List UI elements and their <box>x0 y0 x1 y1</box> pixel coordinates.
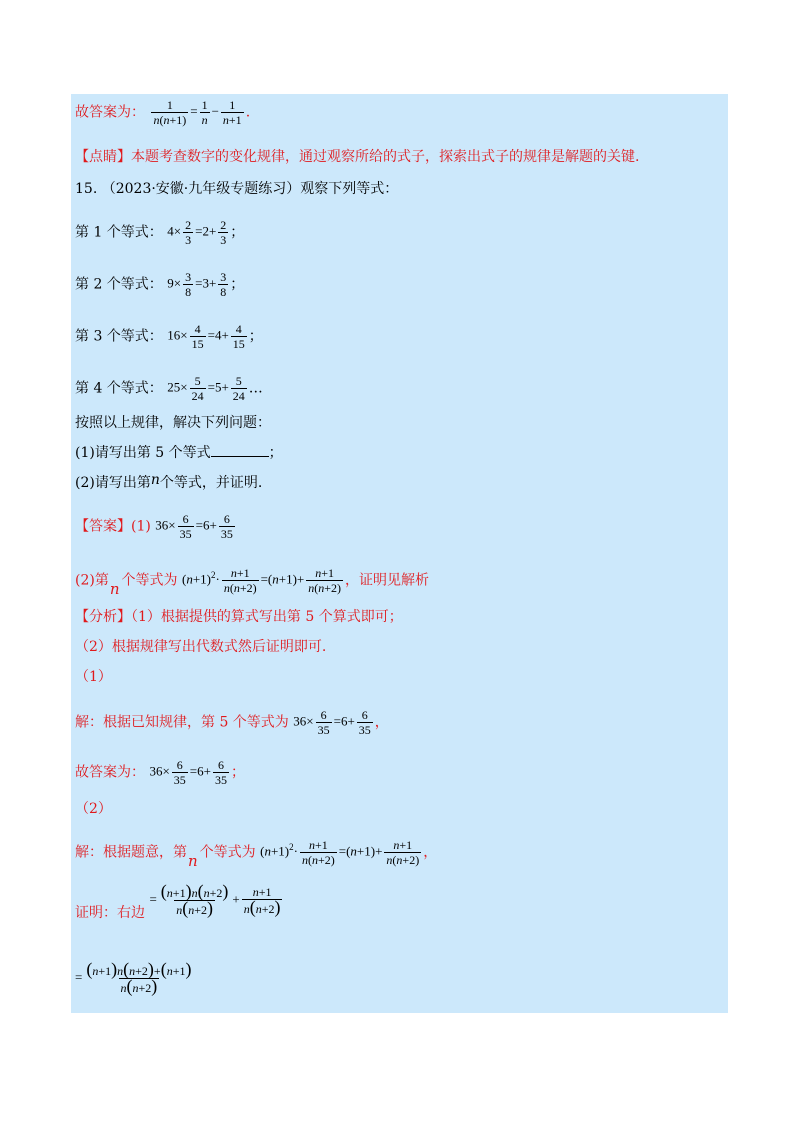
solution-part1-answer-formula: 36× $\frac{6}{35}$ =6+ $\frac{6}{35}$ <box>149 758 227 787</box>
answer-blank <box>211 444 269 457</box>
proof-line-1 <box>75 881 284 921</box>
analysis-text-2: （2）根据规律写出代数式然后证明即可. <box>75 639 327 655</box>
part2-question <box>75 474 262 492</box>
answer-part2-post: ，证明见解析 <box>345 572 430 589</box>
solution-part2-pre: 解：根据题意，第 <box>75 844 187 861</box>
solution-part2-formula: $(n+1)^2\cdot$ $\frac{n+1}{n(n+2)}$ =(n+1)+ $\frac{n+1}{n(n+2)}$ <box>260 838 420 867</box>
answer-tag: 【答案】 <box>75 518 131 535</box>
solution-part1-label <box>75 668 112 686</box>
equation-2 <box>75 270 244 299</box>
solution-part2-label <box>75 800 112 818</box>
equation-1 <box>75 218 244 247</box>
answer-part1-prefix: (1) <box>131 518 151 535</box>
answer-line-2 <box>75 566 430 598</box>
answer-line-1 <box>75 512 237 541</box>
part1-text: (1)请写出第 5 个等式 <box>75 445 211 461</box>
proof-line-2 <box>75 959 195 996</box>
solution-part1-line <box>75 708 389 737</box>
n-symbol: n <box>188 851 198 870</box>
answer-part1-formula: 36× $\frac{6}{35}$ =6+ $\frac{6}{35}$ <box>155 512 233 541</box>
question-title <box>75 180 398 198</box>
solution-part1-answer-pre: 故答案为： <box>75 764 145 781</box>
analysis-text-1: （1）根据提供的算式写出第 5 个算式即可； <box>131 609 403 625</box>
part1-label: （1） <box>75 669 112 685</box>
equation-4 <box>75 374 263 403</box>
solution-part1-pre: 解：根据已知规律，第 5 个等式为 <box>75 714 289 731</box>
previous-answer-tail: . <box>245 104 251 121</box>
proof-pre: 证明：右边 <box>75 904 145 921</box>
part2-pre: (2)请写出第 <box>75 475 151 491</box>
part1-question <box>75 444 283 462</box>
analysis-line-1 <box>75 608 403 626</box>
equation-2-tail: ； <box>230 276 245 293</box>
solution-part2-mid: 个等式为 <box>199 844 256 861</box>
answer-part2-mid: 个等式为 <box>121 572 178 589</box>
proof-formula-2: = $\frac{(n+1)n(n+2)+(n+1)}{n(n+2)}$ <box>75 959 192 996</box>
answer-part2-formula: $(n+1)^2\cdot$ $\frac{n+1}{n(n+2)}$ =(n+1)+ $\frac{n+1}{n(n+2)}$ <box>181 566 342 595</box>
equation-2-label: 第 2 个等式： <box>75 276 163 293</box>
equation-3 <box>75 322 263 351</box>
equation-3-label: 第 3 个等式： <box>75 328 163 345</box>
instruction-text: 按照以上规律，解决下列问题： <box>75 415 271 431</box>
solution-part1-post: ， <box>374 714 389 731</box>
answer-part2-pre: (2)第 <box>75 572 109 589</box>
proof-formula-1: = $\frac{(n+1)n(n+2)}{n(n+2)}$ + $\frac{n+1}{n(n+2)}$ <box>149 881 281 918</box>
question-number: 15. <box>75 181 98 197</box>
part1-end: ； <box>268 445 283 461</box>
n-symbol: n <box>109 579 120 598</box>
analysis-line-2 <box>75 638 326 656</box>
equation-3-tail: ； <box>248 328 263 345</box>
part2-label: （2） <box>75 801 112 817</box>
analysis-tag: 【分析】 <box>75 609 131 625</box>
previous-answer-formula: $\frac{1}{n(n+1)}$ = $\frac{1}{n}$ − $\frac{1}{n+1}$ <box>153 98 242 127</box>
part2-post: 个等式，并证明. <box>159 475 263 491</box>
instruction-line <box>75 414 271 432</box>
n-symbol: n <box>150 472 160 488</box>
dianjing-tag: 【点睛】 <box>75 149 131 165</box>
solution-part2-line <box>75 838 438 870</box>
dianjing-line <box>75 148 639 166</box>
equation-1-formula: 4× $\frac{2}{3}$ =2+ $\frac{2}{3}$ <box>167 218 227 247</box>
equation-2-formula: 9× $\frac{3}{8}$ =3+ $\frac{3}{8}$ <box>167 270 227 299</box>
previous-answer-line <box>75 98 250 127</box>
equation-4-tail: … <box>248 380 263 397</box>
previous-answer-lead: 故答案为： <box>75 104 145 121</box>
dianjing-text: 本题考查数字的变化规律，通过观察所给的式子，探索出式子的规律是解题的关键. <box>131 149 640 165</box>
equation-1-tail: ； <box>230 224 245 241</box>
solution-part2-post: ， <box>423 844 438 861</box>
equation-4-label: 第 4 个等式： <box>75 380 163 397</box>
solution-part1-answer <box>75 758 245 787</box>
equation-4-formula: 25× $\frac{5}{24}$ =5+ $\frac{5}{24}$ <box>167 374 245 403</box>
question-source: （2023·安徽·九年级专题练习）观察下列等式： <box>101 181 399 197</box>
equation-1-label: 第 1 个等式： <box>75 224 163 241</box>
solution-part1-answer-post: ； <box>230 764 245 781</box>
solution-part1-formula: 36× $\frac{6}{35}$ =6+ $\frac{6}{35}$ <box>293 708 371 737</box>
equation-3-formula: 16× $\frac{4}{15}$ =4+ $\frac{4}{15}$ <box>167 322 245 351</box>
